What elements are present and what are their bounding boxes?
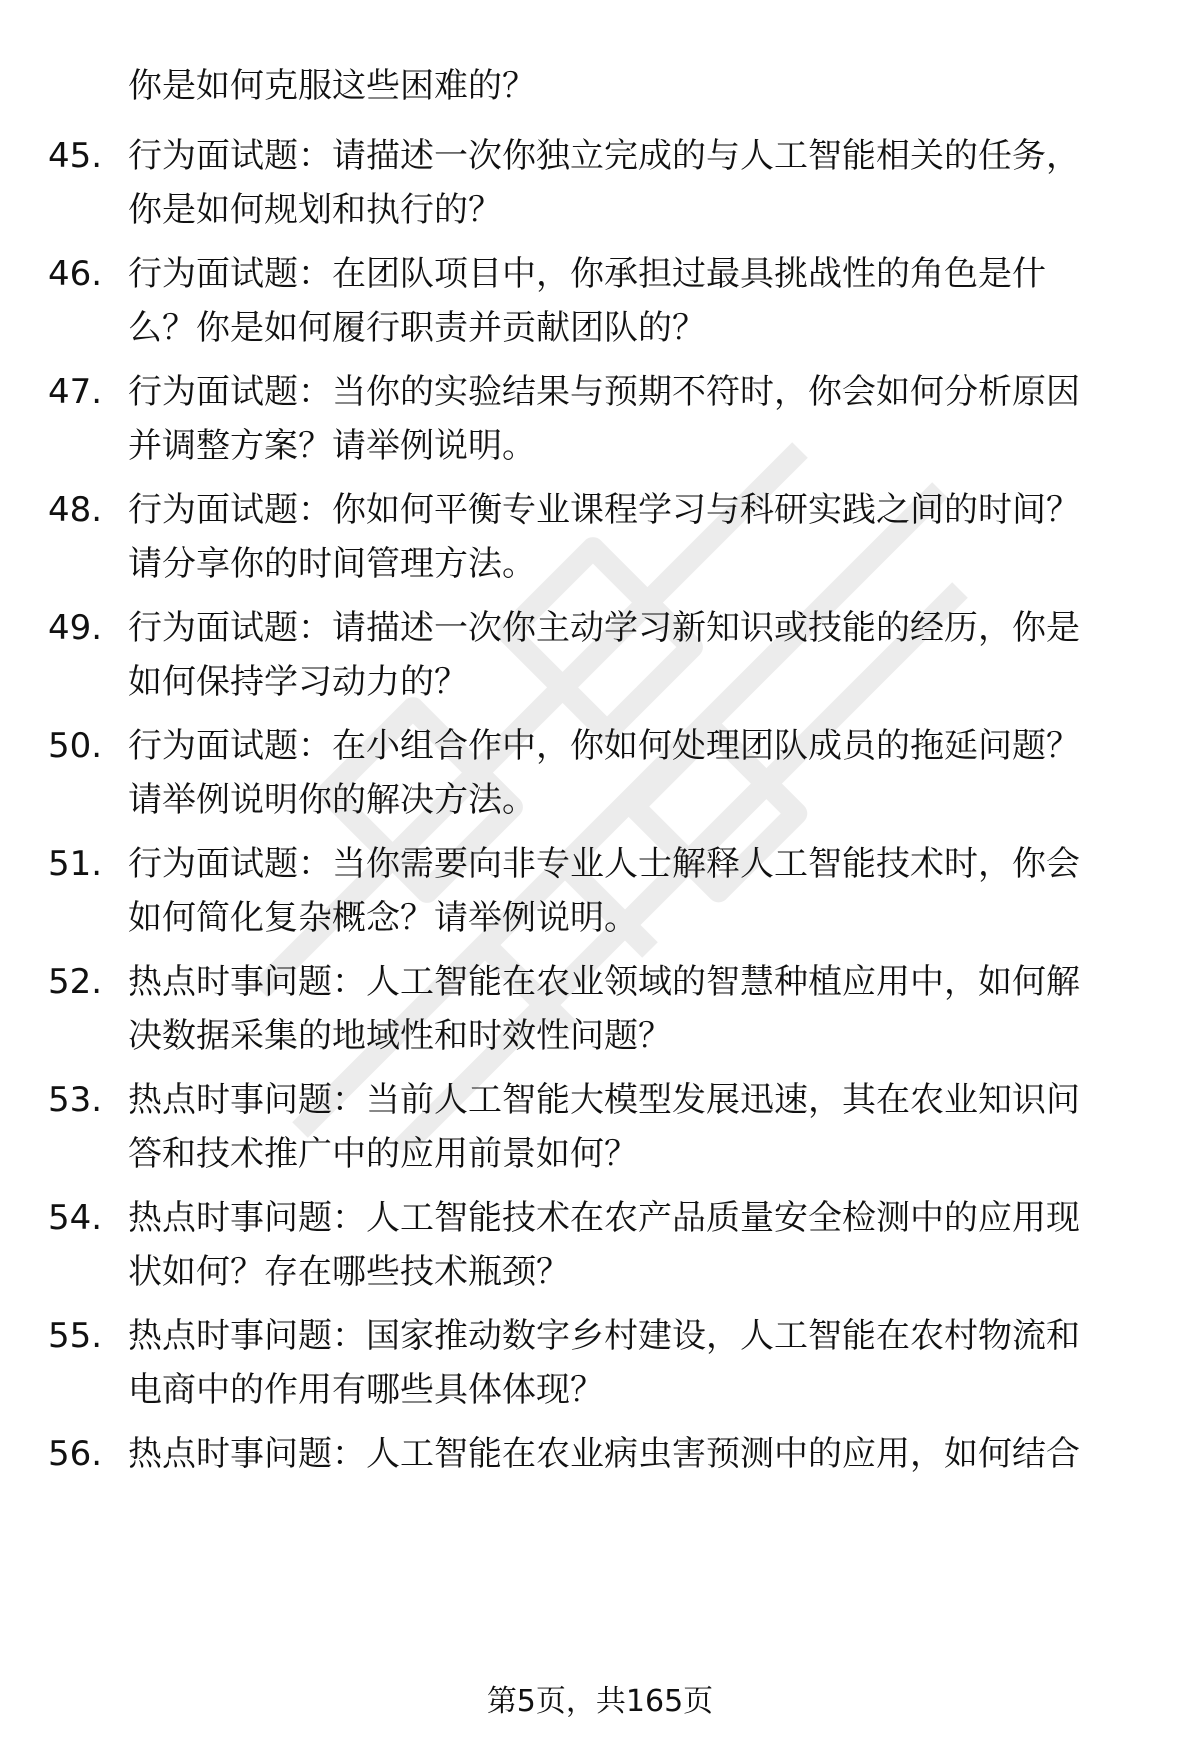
question-text-line: 么？你是如何履行职责并贡献团队的？ (128, 308, 706, 348)
question-text-line: 决数据采集的地域性和时效性问题？ (128, 1016, 672, 1056)
question-text-line: 热点时事问题：国家推动数字乡村建设，人工智能在农村物流和 (128, 1316, 1080, 1356)
question-text-line: 电商中的作用有哪些具体体现？ (128, 1370, 604, 1410)
question-text-line: 如何简化复杂概念？请举例说明。 (128, 898, 638, 938)
question-item (48, 368, 1148, 478)
question-text-line: 热点时事问题：人工智能在农业病虫害预测中的应用，如何结合 (128, 1434, 1080, 1474)
question-number: 56. (48, 1434, 103, 1474)
question-text-line: 热点时事问题：当前人工智能大模型发展迅速，其在农业知识问 (128, 1080, 1080, 1120)
question-item (48, 1312, 1148, 1422)
question-item (48, 486, 1148, 596)
question-text-line: 你是如何规划和执行的？ (128, 190, 502, 230)
question-number: 50. (48, 726, 103, 766)
question-number: 49. (48, 608, 103, 648)
question-text-line: 请举例说明你的解决方法。 (128, 780, 536, 820)
question-text-line: 行为面试题：请描述一次你主动学习新知识或技能的经历，你是 (128, 608, 1080, 648)
question-text-line: 行为面试题：当你的实验结果与预期不符时，你会如何分析原因 (128, 372, 1080, 412)
question-item (48, 958, 1148, 1068)
question-text-line: 如何保持学习动力的？ (128, 662, 468, 702)
question-item (48, 722, 1148, 832)
question-text-line: 行为面试题：在小组合作中，你如何处理团队成员的拖延问题？ (128, 726, 1080, 766)
question-number: 54. (48, 1198, 103, 1238)
question-number: 47. (48, 372, 103, 412)
question-text-line: 答和技术推广中的应用前景如何？ (128, 1134, 638, 1174)
question-item (48, 132, 1148, 242)
question-item (48, 250, 1148, 360)
question-text-line: 热点时事问题：人工智能在农业领域的智慧种植应用中，如何解 (128, 962, 1080, 1002)
question-number: 48. (48, 490, 103, 530)
question-text-line: 状如何？存在哪些技术瓶颈？ (128, 1252, 570, 1292)
question-text-line: 并调整方案？请举例说明。 (128, 426, 536, 466)
question-text-line: 热点时事问题：人工智能技术在农产品质量安全检测中的应用现 (128, 1198, 1080, 1238)
question-text-line: 行为面试题：请描述一次你独立完成的与人工智能相关的任务， (128, 136, 1080, 176)
page-footer: 第5页，共165页 (486, 1684, 714, 1719)
question-item (48, 604, 1148, 714)
question-item (48, 1194, 1148, 1304)
continued-question-text: 你是如何克服这些困难的？ (128, 66, 536, 106)
question-text-line: 请分享你的时间管理方法。 (128, 544, 536, 584)
question-text-line: 行为面试题：你如何平衡专业课程学习与科研实践之间的时间？ (128, 490, 1080, 530)
question-item (48, 1430, 1148, 1486)
question-text-line: 行为面试题：当你需要向非专业人士解释人工智能技术时，你会 (128, 844, 1080, 884)
question-number: 53. (48, 1080, 103, 1120)
question-number: 52. (48, 962, 103, 1002)
question-number: 45. (48, 136, 103, 176)
question-item (48, 1076, 1148, 1186)
question-number: 55. (48, 1316, 103, 1356)
question-text-line: 行为面试题：在团队项目中，你承担过最具挑战性的角色是什 (128, 254, 1046, 294)
question-number: 51. (48, 844, 103, 884)
question-number: 46. (48, 254, 103, 294)
question-item (48, 840, 1148, 950)
